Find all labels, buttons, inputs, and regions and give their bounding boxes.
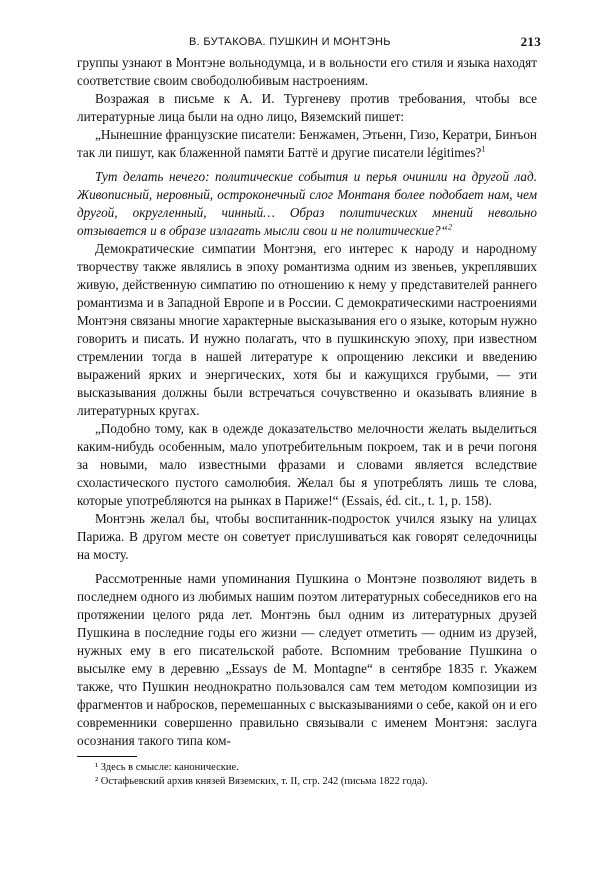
running-title: В. БУТАКОВА. ПУШКИН И МОНТЭНЬ — [189, 36, 391, 48]
paragraph-4-text: Монтэнь желал бы, чтобы воспитанник-подросток учился языку на улицах Парижа. В другом месте он советует прислушиваться как говорят селедочницы на мосту. — [77, 511, 537, 562]
quote-2-text: Тут делать нечего: политические события и перья очинили на другой лад. Живописный, неровный, остроконечный слог Монтаня более подобает нам, чем другой, округленный, чинный… Образ политических мнений невольно отзывается и в образе излагать мысли свои и не политические?“ — [77, 169, 537, 238]
paragraph-4 — [77, 510, 537, 564]
quote-3-text: „Подобно тому, как в одежде доказательство мелочности желать выделиться каким-нибудь особенным, мало употребительным покроем, так и в речи погоня за новыми, мало известными фразами и словами является вследствие схоластического пустого самолюбия. Желал бы я употреблять лишь те слова, которые употребляются на рынках в Париже!“ (Essais, éd. cit., t. 1, p. 158). — [77, 421, 537, 508]
quote-3 — [77, 420, 537, 510]
body-text — [77, 54, 537, 750]
running-head — [77, 30, 541, 54]
footnote-mark-1[interactable]: 1 — [481, 144, 486, 154]
quote-1 — [77, 126, 537, 162]
paragraph-2 — [77, 90, 537, 126]
quote-2 — [77, 168, 537, 240]
paragraph-3 — [77, 240, 537, 420]
footnote-1: ¹ Здесь в смысле: канонические. — [95, 762, 239, 773]
footnote-mark-2[interactable]: 2 — [448, 222, 452, 232]
footnotes — [77, 761, 537, 789]
paragraph-2-text: Возражая в письме к А. И. Тургеневу против требования, чтобы все литературные лица были на одно лицо, Вяземский пишет: — [77, 91, 537, 124]
quote-1-text: „Нынешние французские писатели: Бенжамен, Этьенн, Гизо, Кератри, Бинъон так ли пишут, как блаженной памяти Баттё и другие писатели légitimes? — [77, 127, 537, 160]
paragraph-1-text: группы узнают в Монтэне вольнодумца, и в вольности его стиля и языка находят соответствие своим свободолюбивым настроениям. — [77, 55, 537, 88]
page — [77, 30, 541, 789]
footnote-2: ² Остафьевский архив князей Вяземских, т. II, стр. 242 (письма 1822 года). — [95, 776, 428, 787]
paragraph-1 — [77, 54, 537, 90]
paragraph-5 — [77, 570, 537, 750]
footnote-divider — [77, 756, 137, 757]
paragraph-3-text: Демократические симпатии Монтэня, его интерес к народу и народному творчеству также являлись в эпоху романтизма одним из звеньев, укреплявших живую, действенную симпатию по отношению к нему у представителей раннего романтизма и в Западной Европе и в России. С демократическими настроениями Монтэня связаны многие характерные высказывания его о языке, которым нужно говорить и писать. И нужно полагать, что в пушкинскую эпоху, при известном стремлении тогда в нашей литературе к опрощению лексики и введению выражений ярких и энергических, хотя бы и кажущихся грубыми, — эти высказывания должны были встречаться сочувственно и оказывать влияние в литературных кругах. — [77, 241, 537, 418]
page-number: 213 — [520, 34, 541, 49]
paragraph-5-text: Рассмотренные нами упоминания Пушкина о Монтэне позволяют видеть в последнем одного из любимых нашим поэтом литературных собеседников его на протяжении целого ряда лет. Монтэнь был одним из литературных друзей Пушкина в последние годы его жизни — следует отметить — одним из друзей, нужных ему в его писательской работе. Вспомним требование Пушкина о высылке ему в деревню „Essays de M. Montagne“ в сентябре 1835 г. Укажем также, что Пушкин неоднократно пользовался сам тем методом композиции из фрагментов и набросков, перемешанных с высказываниями о себе, какой он и его современники совершенно правильно связывали с именем Монтэня: заслуга осознания такого типа ком- — [77, 571, 537, 748]
